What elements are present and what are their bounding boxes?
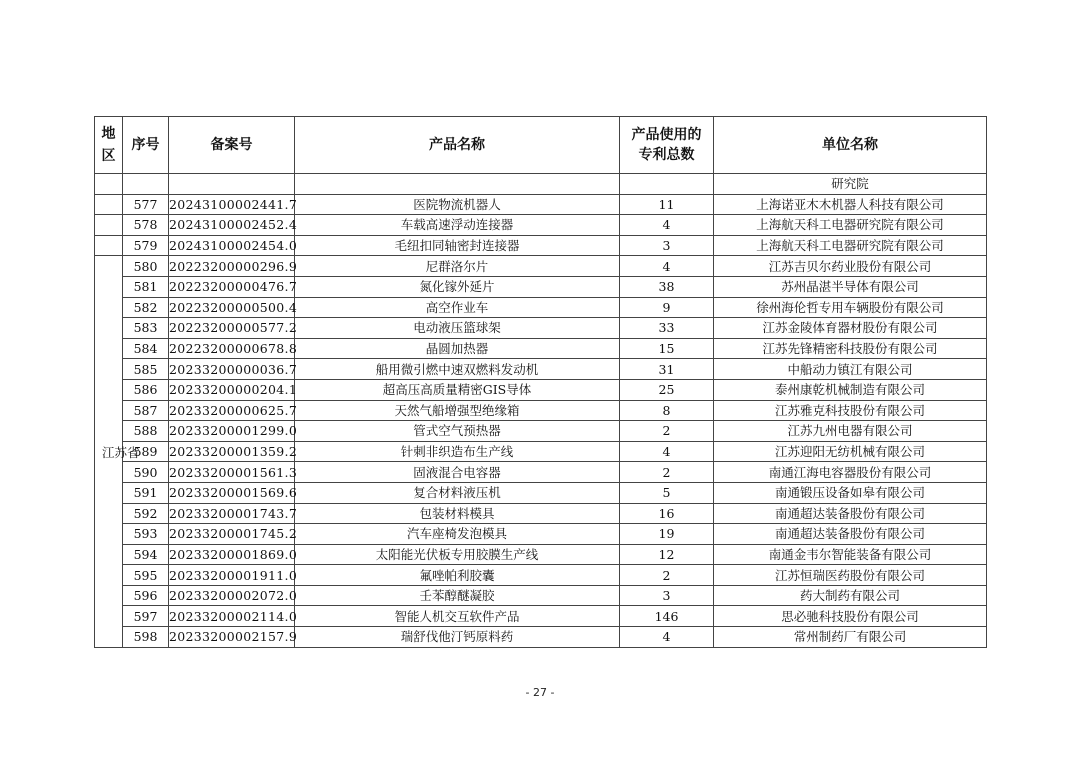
table-header-row [95,117,987,174]
product-cell: 电动液压篮球架 [295,318,620,339]
seq-cell: 582 [123,297,169,318]
product-cell: 超高压高质量精密GIS导体 [295,379,620,400]
seq-cell: 592 [123,503,169,524]
table-row [95,297,987,318]
record-no-cell: 20233200001911.0 [169,565,295,586]
product-cell: 针刺非织造布生产线 [295,441,620,462]
record-no-cell: 20243100002452.4 [169,215,295,236]
seq-cell: 578 [123,215,169,236]
product-cell: 固液混合电容器 [295,462,620,483]
product-cell: 医院物流机器人 [295,194,620,215]
seq-cell: 588 [123,421,169,442]
company-cell: 上海航天科工电器研究院有限公司 [714,235,987,256]
product-cell [295,174,620,195]
company-cell: 思必驰科技股份有限公司 [714,606,987,627]
patents-cell: 3 [620,235,714,256]
header-region: 地区 [95,117,123,174]
company-cell: 南通金韦尔智能装备有限公司 [714,544,987,565]
region-cell [95,194,123,215]
seq-cell: 581 [123,276,169,297]
header-product: 产品名称 [295,117,620,174]
seq-cell: 595 [123,565,169,586]
record-no-cell: 20233200001745.2 [169,524,295,545]
patents-cell: 31 [620,359,714,380]
company-cell: 江苏先锋精密科技股份有限公司 [714,338,987,359]
seq-cell: 580 [123,256,169,277]
seq-cell [123,174,169,195]
product-cell: 船用微引燃中速双燃料发动机 [295,359,620,380]
seq-cell: 577 [123,194,169,215]
seq-cell: 584 [123,338,169,359]
patents-cell: 8 [620,400,714,421]
table-row [95,524,987,545]
company-cell: 苏州晶湛半导体有限公司 [714,276,987,297]
patents-cell [620,174,714,195]
record-no-cell: 20233200001869.0 [169,544,295,565]
record-no-cell: 20233200002072.0 [169,585,295,606]
table-row [95,215,987,236]
record-no-cell: 20233200001743.7 [169,503,295,524]
record-no-cell: 20233200000625.7 [169,400,295,421]
seq-cell: 594 [123,544,169,565]
seq-cell: 583 [123,318,169,339]
table-row [95,503,987,524]
record-no-cell: 20233200001299.0 [169,421,295,442]
patents-cell: 4 [620,215,714,236]
product-cell: 汽车座椅发泡模具 [295,524,620,545]
seq-cell: 596 [123,585,169,606]
record-no-cell: 20233200001561.3 [169,462,295,483]
product-cell: 晶圆加热器 [295,338,620,359]
company-cell: 研究院 [714,174,987,195]
table-row [95,606,987,627]
table-row [95,627,987,648]
table-row [95,400,987,421]
product-cell: 氟唑帕利胶囊 [295,565,620,586]
region-jiangsu-cell: 江苏省 [95,256,123,647]
company-cell: 江苏恒瑞医药股份有限公司 [714,565,987,586]
product-cell: 瑞舒伐他汀钙原料药 [295,627,620,648]
product-cell: 氮化镓外延片 [295,276,620,297]
table-row [95,421,987,442]
seq-cell: 586 [123,379,169,400]
seq-cell: 590 [123,462,169,483]
product-cell: 壬苯醇醚凝胶 [295,585,620,606]
company-cell: 江苏九州电器有限公司 [714,421,987,442]
record-no-cell: 20223200000500.4 [169,297,295,318]
company-cell: 南通江海电容器股份有限公司 [714,462,987,483]
record-no-cell: 20233200000204.1 [169,379,295,400]
seq-cell: 598 [123,627,169,648]
region-cell [95,235,123,256]
company-cell: 南通超达装备股份有限公司 [714,524,987,545]
patents-cell: 15 [620,338,714,359]
company-cell: 南通锻压设备如皋有限公司 [714,482,987,503]
product-cell: 太阳能光伏板专用胶膜生产线 [295,544,620,565]
patents-cell: 16 [620,503,714,524]
product-cell: 智能人机交互软件产品 [295,606,620,627]
patents-cell: 25 [620,379,714,400]
company-cell: 江苏迎阳无纺机械有限公司 [714,441,987,462]
patents-cell: 3 [620,585,714,606]
table-row [95,194,987,215]
table-row [95,256,987,277]
patents-cell: 11 [620,194,714,215]
company-cell: 江苏金陵体育器材股份有限公司 [714,318,987,339]
patents-cell: 33 [620,318,714,339]
record-no-cell: 20233200000036.7 [169,359,295,380]
record-no-cell: 20233200001569.6 [169,482,295,503]
header-patents: 产品使用的专利总数 [620,117,714,174]
patents-cell: 9 [620,297,714,318]
seq-cell: 585 [123,359,169,380]
product-cell: 高空作业车 [295,297,620,318]
company-cell: 泰州康乾机械制造有限公司 [714,379,987,400]
table-row [95,174,987,195]
patents-cell: 4 [620,627,714,648]
product-cell: 尼群洛尔片 [295,256,620,277]
product-cell: 毛纽扣同轴密封连接器 [295,235,620,256]
seq-cell: 587 [123,400,169,421]
table-row [95,585,987,606]
patents-cell: 2 [620,565,714,586]
product-cell: 包装材料模具 [295,503,620,524]
company-cell: 江苏雅克科技股份有限公司 [714,400,987,421]
page-number: - 27 - [525,686,555,699]
product-cell: 管式空气预热器 [295,421,620,442]
record-no-cell [169,174,295,195]
region-cell [95,215,123,236]
company-cell: 上海航天科工电器研究院有限公司 [714,215,987,236]
patents-cell: 2 [620,462,714,483]
table-row [95,276,987,297]
company-cell: 药大制药有限公司 [714,585,987,606]
record-no-cell: 20223200000577.2 [169,318,295,339]
seq-cell: 589 [123,441,169,462]
seq-cell: 579 [123,235,169,256]
header-company: 单位名称 [714,117,987,174]
record-no-cell: 20233200001359.2 [169,441,295,462]
table-row [95,338,987,359]
company-cell: 徐州海伦哲专用车辆股份有限公司 [714,297,987,318]
table-row [95,359,987,380]
company-cell: 上海诺亚木木机器人科技有限公司 [714,194,987,215]
table-row [95,565,987,586]
company-cell: 南通超达装备股份有限公司 [714,503,987,524]
patents-cell: 4 [620,441,714,462]
seq-cell: 597 [123,606,169,627]
patents-cell: 12 [620,544,714,565]
product-cell: 复合材料液压机 [295,482,620,503]
patents-cell: 2 [620,421,714,442]
table-row [95,441,987,462]
company-cell: 江苏吉贝尔药业股份有限公司 [714,256,987,277]
table-row [95,482,987,503]
record-no-cell: 20243100002441.7 [169,194,295,215]
product-cell: 车载高速浮动连接器 [295,215,620,236]
seq-cell: 593 [123,524,169,545]
patents-cell: 5 [620,482,714,503]
table-row [95,379,987,400]
record-no-cell: 20223200000678.8 [169,338,295,359]
patents-cell: 19 [620,524,714,545]
patents-cell: 38 [620,276,714,297]
product-cell: 天然气船增强型绝缘箱 [295,400,620,421]
record-no-cell: 20233200002114.0 [169,606,295,627]
company-cell: 常州制药厂有限公司 [714,627,987,648]
header-seq: 序号 [123,117,169,174]
table-row [95,462,987,483]
patents-cell: 146 [620,606,714,627]
table-row [95,318,987,339]
header-record-no: 备案号 [169,117,295,174]
company-cell: 中船动力镇江有限公司 [714,359,987,380]
patents-cell: 4 [620,256,714,277]
region-cell [95,174,123,195]
record-no-cell: 20233200002157.9 [169,627,295,648]
table-row [95,235,987,256]
patent-product-table [94,116,987,648]
table-row [95,544,987,565]
record-no-cell: 20223200000476.7 [169,276,295,297]
seq-cell: 591 [123,482,169,503]
record-no-cell: 20243100002454.0 [169,235,295,256]
record-no-cell: 20223200000296.9 [169,256,295,277]
